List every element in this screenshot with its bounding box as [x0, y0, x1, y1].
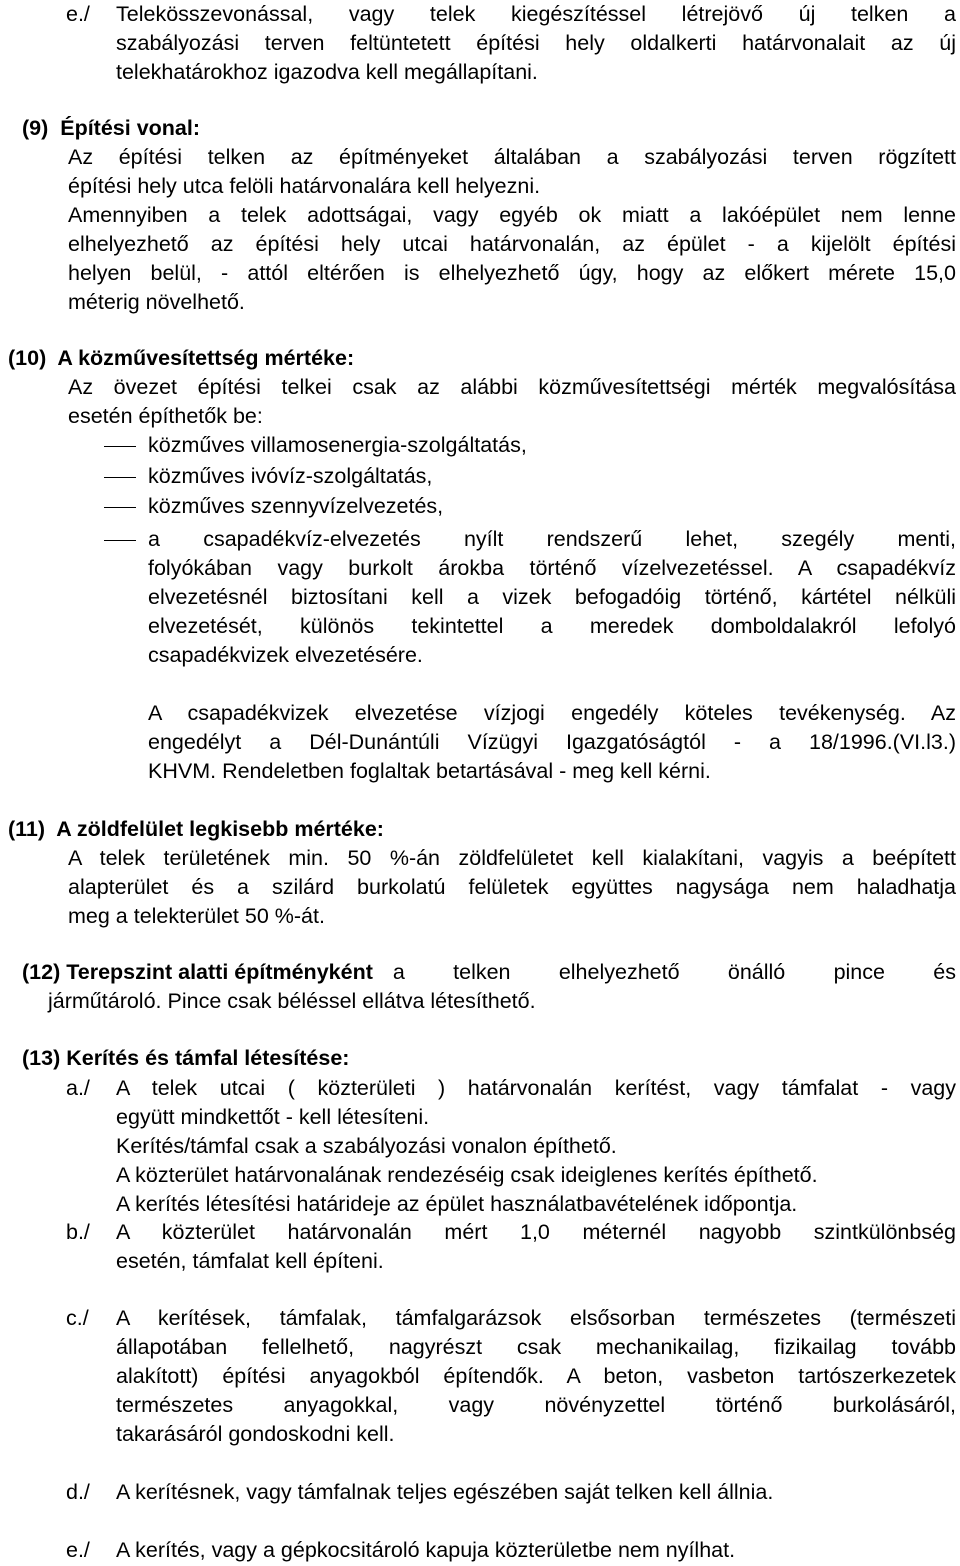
text-line: a csapadékvíz-elvezetés nyílt rendszerű lehet, szegély menti,	[148, 527, 956, 551]
list-item: közműves villamosenergia-szolgáltatás,	[148, 433, 527, 457]
text-line: alakított) építési anyagokból építendők. A beton, vasbeton tartószerkezetek	[116, 1364, 956, 1388]
text-line: Amennyiben a telek adottságai, vagy egyéb ok miatt a lakóépület nem lenne	[68, 203, 956, 227]
text-line: A közterület határvonalának rendezéséig csak ideiglenes kerítés építhető.	[116, 1163, 818, 1187]
text-line: Az építési telken az építményeket általában a szabályozási terven rögzített	[68, 145, 956, 169]
section-13-heading: (13) Kerítés és támfal létesítése:	[22, 1046, 350, 1070]
text-line: esetén építhetők be:	[68, 404, 263, 428]
list-marker-a: a./	[66, 1076, 90, 1100]
section-13-item-a	[116, 1074, 956, 1219]
list-marker-d: d./	[66, 1480, 90, 1504]
text-line: állapotában fellelhető, nagyrészt csak mechanikailag, fizikailag tovább	[116, 1335, 956, 1359]
section-13-item-b	[116, 1218, 956, 1276]
list-item: közműves ivóvíz-szolgáltatás,	[148, 464, 433, 488]
section-10-note	[148, 699, 956, 786]
text-line: Az övezet építési telkei csak az alábbi közművesítettségi mérték megvalósítása	[68, 375, 956, 399]
list-item: közműves szennyvízelvezetés,	[148, 494, 444, 518]
dash-bullet	[104, 446, 136, 447]
text-line: A kerítés létesítési határideje az épület használatbavételének időpontja.	[116, 1192, 798, 1216]
text-line: engedélyt a Dél-Dunántúli Vízügyi Igazgatóságtól - a 18/1996.(VI.l3.)	[148, 730, 956, 754]
section-13-item-c	[116, 1304, 956, 1449]
text-line: A közterület határvonalán mért 1,0 méternél nagyobb szintkülönbség	[116, 1220, 956, 1244]
text-line: méterig növelhető.	[68, 290, 245, 314]
text-line: Telekösszevonással, vagy telek kiegészítéssel létrejövő új telken a	[116, 2, 956, 26]
text-line: esetén, támfalat kell építeni.	[116, 1249, 384, 1273]
text-line: A telek területének min. 50 %-án zöldfelületet kell kialakítani, vagyis a beépített	[68, 846, 956, 870]
section-10-intro	[68, 373, 956, 431]
section-11-heading: (11) A zöldfelület legkisebb mértéke:	[8, 817, 384, 841]
text-line: folyókában vagy burkolt árokba történő vízelvezetéssel. A csapadékvíz	[148, 556, 956, 580]
list-marker-e: e./	[66, 2, 90, 26]
text-line: elhelyezhető az építési hely utcai határvonalán, az épület - a kijelölt építési	[68, 232, 956, 256]
text-line: elvezetésnél biztosítani kell a vizek befogadóig történő, kártétel nélküli	[148, 585, 956, 609]
text-line: természetes anyagokkal, vagy növényzettel történő burkolásáról,	[116, 1393, 956, 1417]
text-line: Kerítés/támfal csak a szabályozási vonalon építhető.	[116, 1134, 617, 1158]
text-line: alapterület és a szilárd burkolatú felületek együttes nagysága nem haladhatja	[68, 875, 956, 899]
dash-bullet	[104, 507, 136, 508]
section-9-paragraph-2	[68, 201, 956, 317]
section-12-paragraph	[22, 958, 956, 1016]
text-line: együtt mindkettőt - kell létesíteni.	[116, 1105, 430, 1129]
list-item-csapadekviz	[148, 525, 956, 670]
text-line: építési hely utca felöli határvonalára kell helyezni.	[68, 174, 541, 198]
paragraph-e-oldalkert	[116, 0, 956, 87]
text-line: elvezetését, különös tekintettel a meredek domboldalakról lefolyó	[148, 614, 956, 638]
list-marker-b: b./	[66, 1220, 90, 1244]
text-line: KHVM. Rendeletben foglaltak betartásával - meg kell kérni.	[148, 759, 711, 783]
text-line: járműtároló. Pince csak béléssel ellátva létesíthető.	[48, 989, 536, 1013]
section-9-paragraph-1	[68, 143, 956, 201]
text-line: meg a telekterület 50 %-át.	[68, 904, 325, 928]
list-marker-c: c./	[66, 1306, 89, 1330]
text-line: telekhatárokhoz igazodva kell megállapítani.	[116, 60, 538, 84]
text-line: A telek utcai ( közterületi ) határvonalán kerítést, vagy támfalat - vagy	[116, 1076, 956, 1100]
section-13-item-d: A kerítésnek, vagy támfalnak teljes egészében saját telken kell állnia.	[116, 1480, 774, 1504]
section-12-text: a telken elhelyezhető önálló pince és	[392, 960, 956, 984]
section-9-heading: (9) Építési vonal:	[22, 116, 201, 140]
section-12-first-line	[22, 958, 956, 987]
section-10-heading: (10) A közművesítettség mértéke:	[8, 346, 355, 370]
text-line: A csapadékvizek elvezetése vízjogi engedély köteles tevékenység. Az	[148, 701, 956, 725]
text-line: A kerítések, támfalak, támfalgarázsok elsősorban természetes (természeti	[116, 1306, 956, 1330]
section-12-heading: (12) Terepszint alatti építményként	[22, 960, 373, 984]
list-marker-e2: e./	[66, 1538, 90, 1562]
text-line: szabályozási terven feltüntetett építési hely oldalkerti határvonalait az új	[116, 31, 956, 55]
text-line: csapadékvizek elvezetésére.	[148, 643, 423, 667]
text-line: takarásáról gondoskodni kell.	[116, 1422, 395, 1446]
dash-bullet	[104, 477, 136, 478]
text-line: helyen belül, - attól eltérően is elhelyezhető úgy, hogy az előkert mérete 15,0	[68, 261, 956, 285]
section-11-paragraph	[68, 844, 956, 931]
dash-bullet	[104, 540, 136, 541]
section-13-item-e: A kerítés, vagy a gépkocsitároló kapuja közterületbe nem nyílhat.	[116, 1538, 736, 1562]
